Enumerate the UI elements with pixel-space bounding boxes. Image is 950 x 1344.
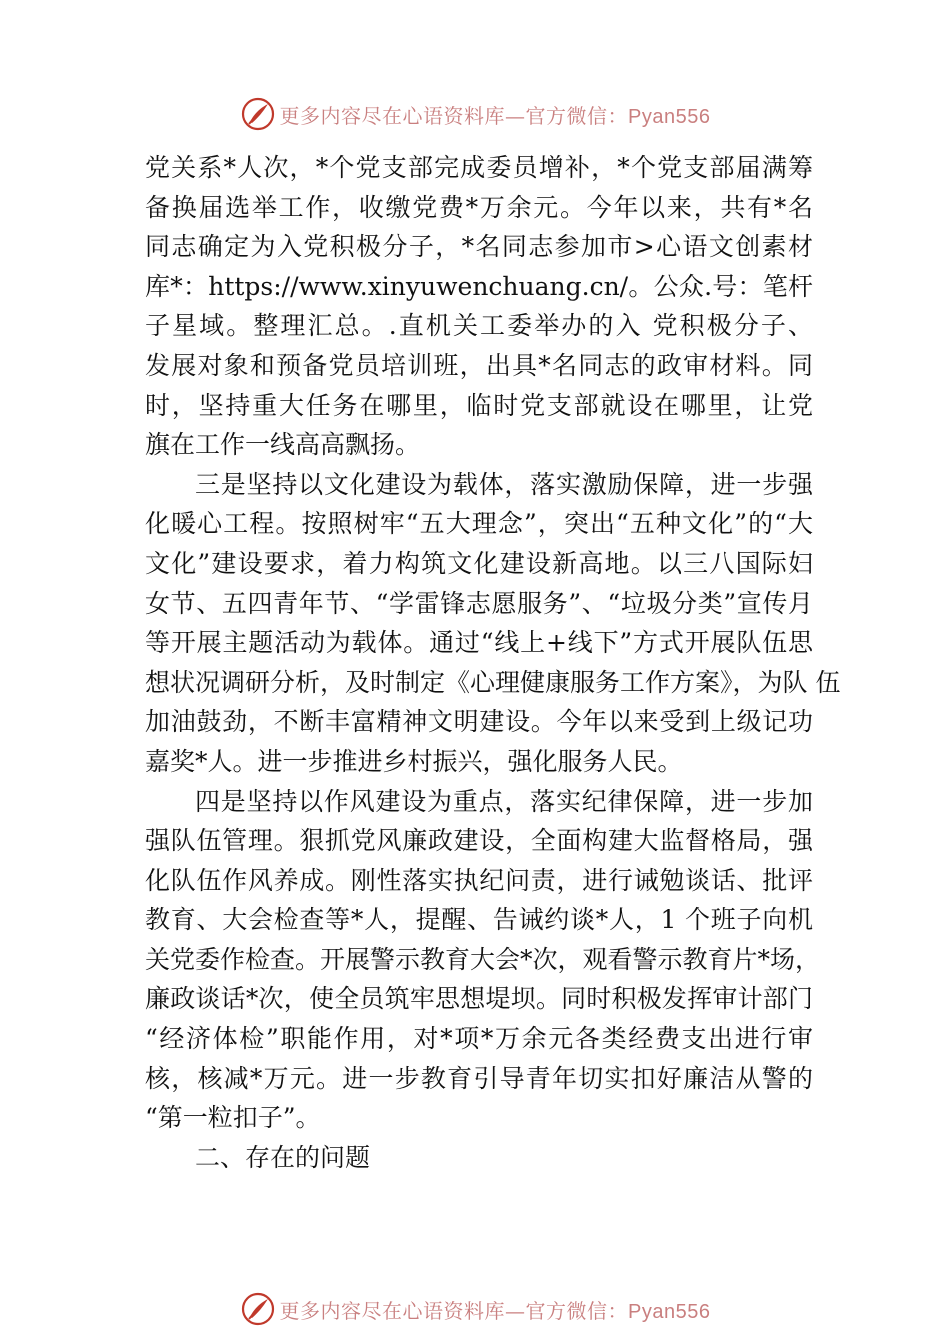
text-line: 党关系*人次，*个党支部完成委员增补，*个党支部届满筹 — [145, 153, 813, 182]
text-line: 强队伍管理。狠抓党风廉政建设，全面构建大监督格局，强 — [145, 826, 813, 856]
paragraph-1 — [145, 148, 813, 465]
text-line: 三是坚持以文化建设为载体，落实激励保障，进一步强 — [195, 469, 813, 499]
text-line: 关党委作检查。开展警示教育大会*次，观看警示教育片*场， — [145, 944, 821, 974]
watermark-handle: Pyan556 — [628, 1300, 711, 1323]
paragraph-2 — [145, 465, 841, 782]
text-line: 加油鼓劲，不断丰富精神文明建设。今年以来受到上级记功 — [145, 707, 813, 737]
text-line: 时，坚持重大任务在哪里，临时党支部就设在哪里，让党 — [145, 390, 813, 420]
text-line: 女节、五四青年节、“学雷锋志愿服务”、“垃圾分类”宣传月 — [145, 588, 813, 618]
text-line: 旗在工作一线高高飘扬。 — [145, 430, 421, 460]
text-line: “第一粒扣子”。 — [145, 1103, 321, 1133]
text-line: 四是坚持以作风建设为重点，落实纪律保障，进一步加 — [195, 786, 813, 816]
text-line: 核，核减*万元。进一步教育引导青年切实扣好廉洁从警的 — [145, 1063, 813, 1093]
watermark-banner-top — [0, 96, 950, 132]
text-line: 教育、大会检查等*人，提醒、告诫约谈*人，1 个班子向机 — [145, 905, 813, 935]
watermark-text: 更多内容尽在心语资料库—官方微信：Pyan556 — [279, 103, 711, 128]
text-line: “经济体检”职能作用，对*项*万余元各类经费支出进行审 — [145, 1024, 813, 1054]
watermark-handle: Pyan556 — [628, 105, 711, 128]
quill-logo-icon — [240, 1291, 276, 1327]
text-line: 等开展主题活动为载体。通过“线上+线下”方式开展队伍思 — [145, 628, 813, 658]
text-line: 子星域。整理汇总。.直机关工委举办的入 党积极分子、 — [145, 311, 813, 341]
text-line: 同志确定为入党积极分子，*名同志参加市>心语文创素材 — [145, 232, 813, 262]
text-line: 想状况调研分析，及时制定《心理健康服务工作方案》，为队 伍 — [145, 667, 841, 697]
text-line: 廉政谈话*次，使全员筑牢思想堤坝。同时积极发挥审计部门 — [145, 984, 813, 1014]
text-line: 备换届选举工作，收缴党费*万余元。今年以来，共有*名 — [145, 192, 813, 222]
document-body — [145, 148, 841, 1177]
text-line: 库*：https://www.xinyuwenchuang.cn/。公众.号：笔杆 — [145, 271, 813, 301]
text-line: 嘉奖*人。进一步推进乡村振兴，强化服务人民。 — [145, 746, 683, 776]
text-line: 化暖心工程。按照树牢“五大理念”，突出“五种文化”的“大 — [145, 509, 813, 539]
section-heading: 二、存在的问题 — [195, 1142, 371, 1172]
watermark-text: 更多内容尽在心语资料库—官方微信：Pyan556 — [279, 1298, 711, 1323]
paragraph-3 — [145, 782, 821, 1138]
quill-logo-icon — [240, 96, 276, 132]
text-line: 文化”建设要求，着力构筑文化建设新高地。以三八国际妇 — [145, 548, 813, 578]
text-line: 化队伍作风养成。刚性落实执纪问责，进行诫勉谈话、批评 — [145, 865, 813, 895]
watermark-banner-bottom — [0, 1291, 950, 1327]
text-line: 发展对象和预备党员培训班，出具*名同志的政审材料。同 — [145, 350, 813, 380]
